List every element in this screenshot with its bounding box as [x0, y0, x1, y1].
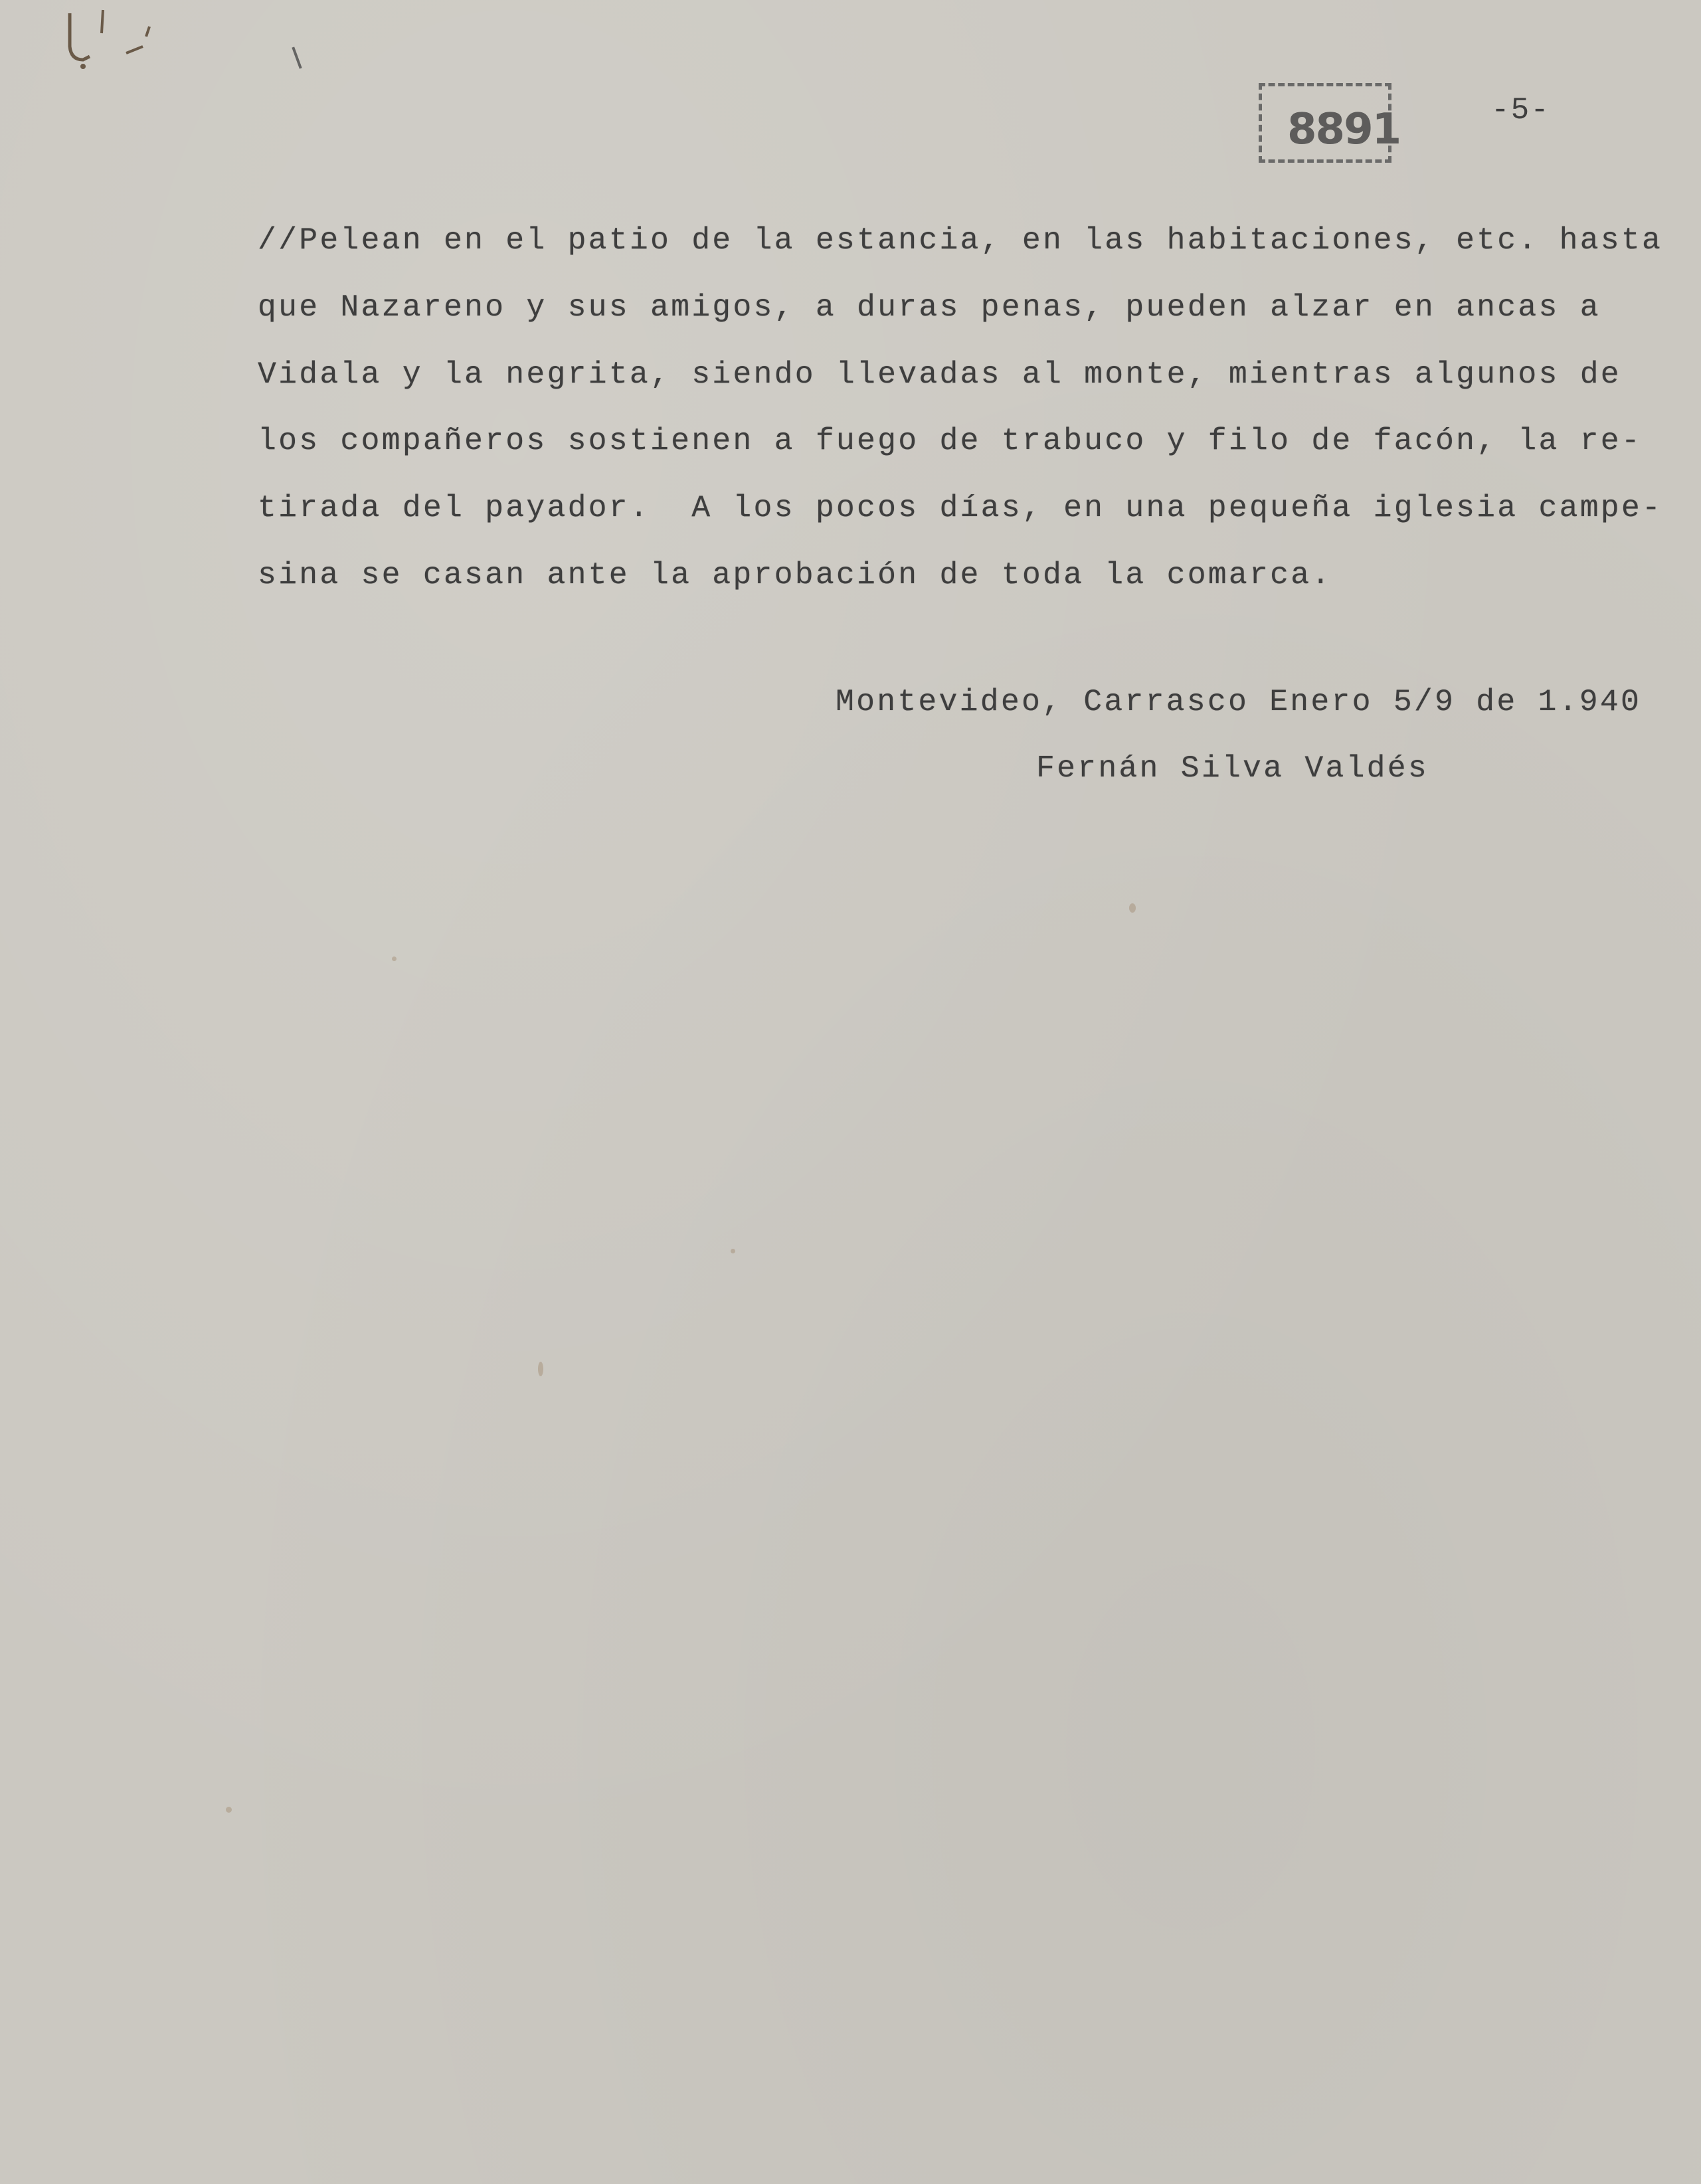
body-line: que Nazareno y sus amigos, a duras penas, pueden alzar en ancas a	[258, 289, 1601, 325]
body-line: los compañeros sostienen a fuego de trabuco y filo de facón, la re-	[258, 423, 1643, 459]
body-line: //Pelean en el patio de la estancia, en las habitaciones, etc. hasta	[258, 223, 1663, 258]
place-date: Montevideo, Carrasco Enero 5/9 de 1.940	[836, 684, 1642, 719]
body-line: Vidala y la negrita, siendo llevadas al monte, mientras algunos de	[258, 356, 1621, 392]
paper-stain	[1129, 903, 1136, 913]
stray-mark	[292, 46, 302, 68]
body-line: sina se casan ante la aprobación de toda la comarca.	[258, 557, 1332, 592]
body-paragraph	[258, 219, 1663, 621]
body-line: tirada del payador. A los pocos días, en una pequeña iglesia campe-	[258, 490, 1663, 526]
paper-stain	[226, 1807, 232, 1813]
page-number: -5-	[1491, 93, 1550, 128]
stamp-number: 8891	[1287, 105, 1401, 154]
paper-stain	[392, 956, 397, 961]
author-signature-line: Fernán Silva Valdés	[1036, 751, 1429, 786]
paper-stain	[538, 1362, 543, 1376]
archive-stamp	[1259, 83, 1401, 163]
paper-stain	[731, 1249, 735, 1253]
pencil-mark	[63, 7, 209, 100]
